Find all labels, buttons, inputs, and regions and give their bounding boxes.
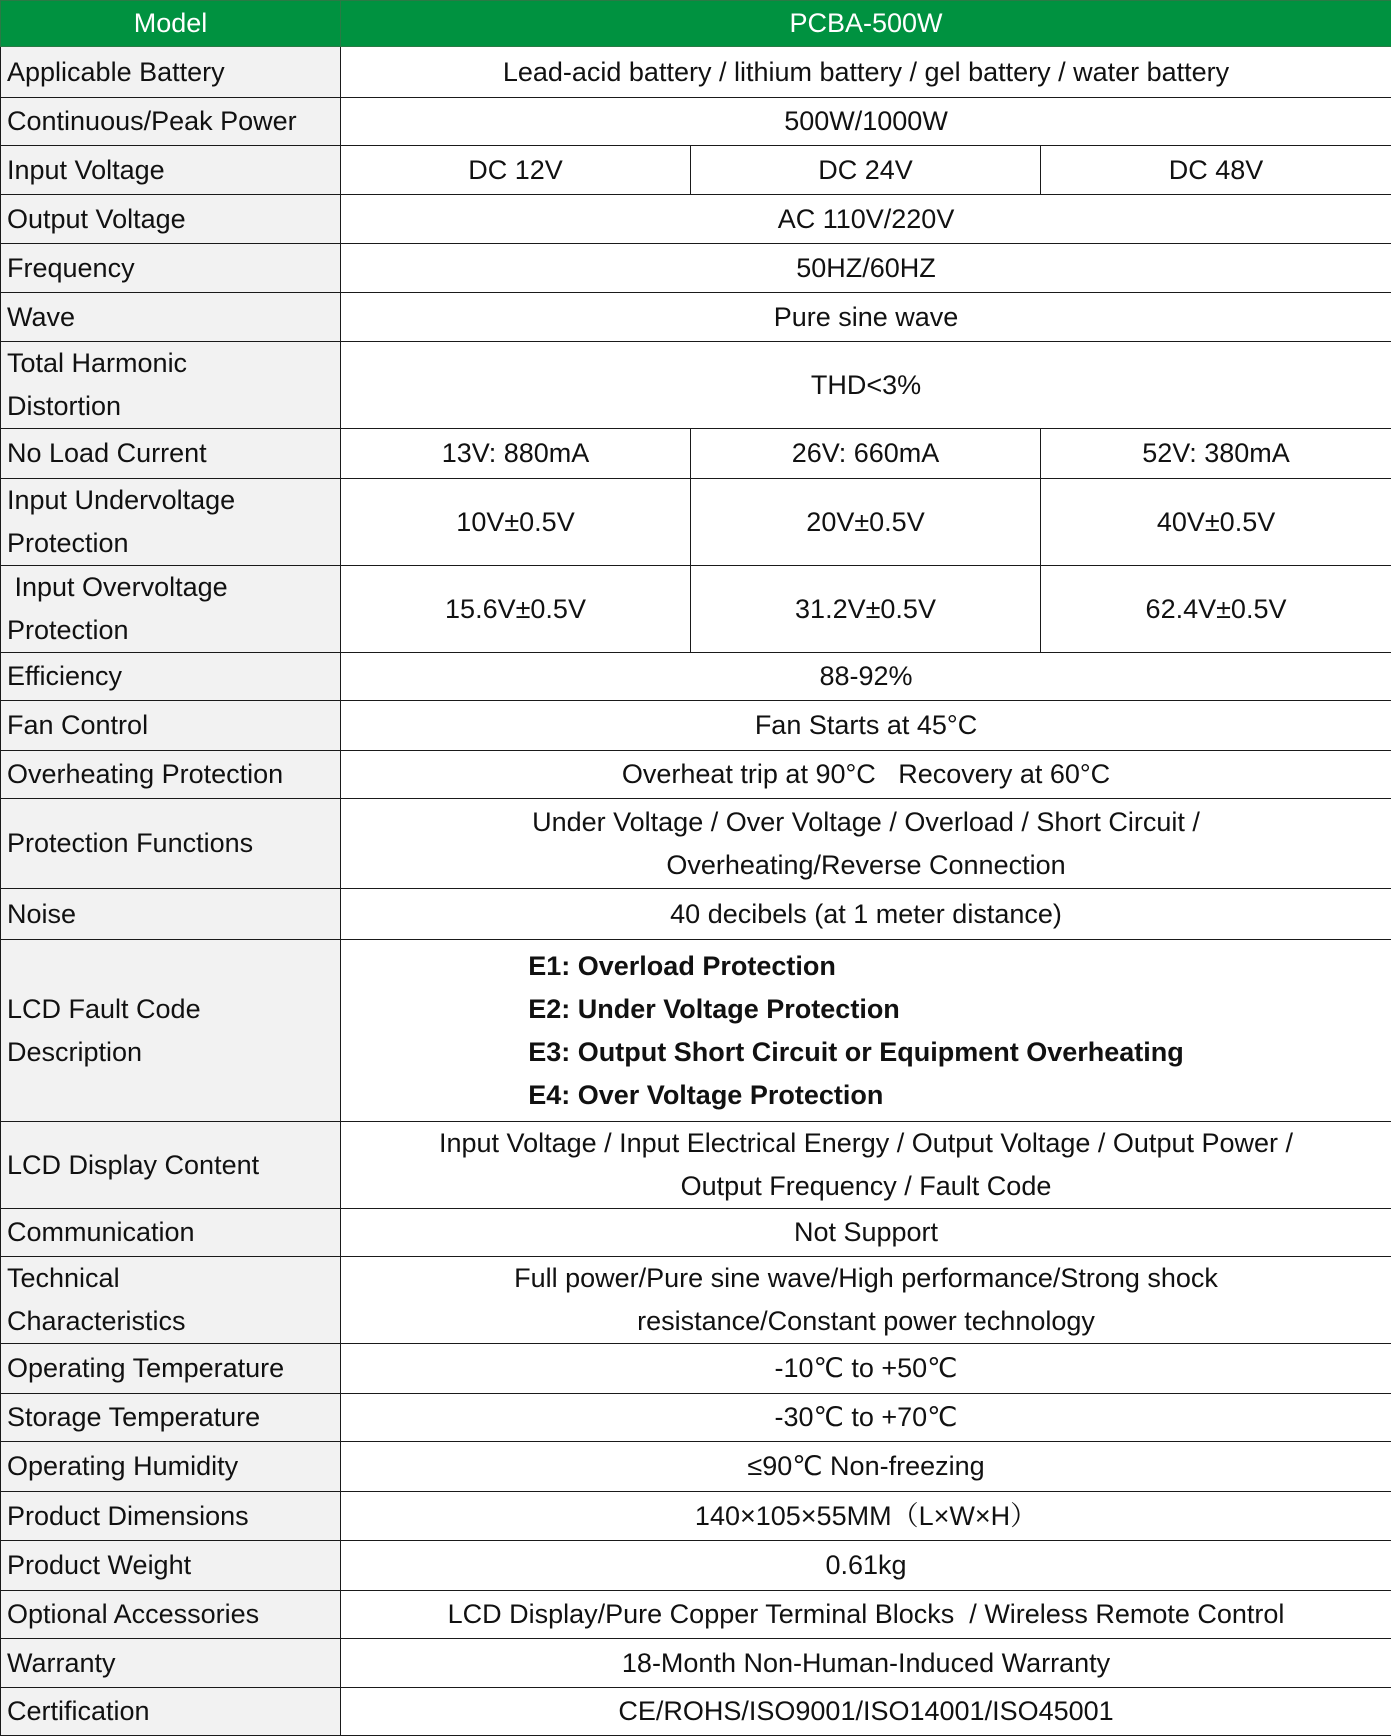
- row-value-line: Under Voltage / Over Voltage / Overload / Short Circuit /: [347, 801, 1385, 844]
- spec-row-accessories: [1, 1591, 1391, 1639]
- spec-row-communication: [1, 1209, 1391, 1257]
- row-value-line: Full power/Pure sine wave/High performance/Strong shock: [347, 1257, 1385, 1300]
- spec-row-lcd-fault-codes: [1, 940, 1391, 1122]
- row-value: Overheat trip at 90°C Recovery at 60°C: [341, 751, 1391, 799]
- row-value: 88-92%: [341, 653, 1391, 701]
- row-value: ≤90℃ Non-freezing: [341, 1442, 1391, 1492]
- row-label: Optional Accessories: [1, 1591, 341, 1639]
- row-value: CE/ROHS/ISO9001/ISO14001/ISO45001: [341, 1688, 1391, 1736]
- row-value: AC 110V/220V: [341, 195, 1391, 244]
- row-label-line: Total Harmonic: [7, 342, 334, 385]
- spec-row-dimensions: [1, 1492, 1391, 1541]
- row-value-12v: DC 12V: [341, 146, 691, 195]
- row-label: Communication: [1, 1209, 341, 1257]
- fault-code-list: [528, 945, 1184, 1117]
- row-label: Operating Humidity: [1, 1442, 341, 1492]
- row-value: Fan Starts at 45°C: [341, 701, 1391, 751]
- row-label: Protection Functions: [1, 799, 341, 889]
- fault-code-e2: E2: Under Voltage Protection: [528, 988, 1184, 1031]
- row-value-12v: 15.6V±0.5V: [341, 566, 691, 653]
- row-label-line: Technical: [7, 1257, 334, 1300]
- row-label: Wave: [1, 293, 341, 342]
- spec-row-efficiency: [1, 653, 1391, 701]
- row-label: No Load Current: [1, 429, 341, 479]
- row-label: Product Dimensions: [1, 1492, 341, 1541]
- row-value: THD<3%: [341, 342, 1391, 429]
- spec-row-no-load-current: [1, 429, 1391, 479]
- spec-row-operating-temp: [1, 1344, 1391, 1394]
- spec-row-lcd-display: [1, 1122, 1391, 1209]
- row-label: Output Voltage: [1, 195, 341, 244]
- row-label: Certification: [1, 1688, 341, 1736]
- row-value: [341, 940, 1391, 1122]
- row-value-48v: DC 48V: [1041, 146, 1391, 195]
- spec-row-input-voltage: [1, 146, 1391, 195]
- row-label: Frequency: [1, 244, 341, 293]
- row-label: Noise: [1, 889, 341, 940]
- fault-code-e3: E3: Output Short Circuit or Equipment Overheating: [528, 1031, 1184, 1074]
- row-label-line: Protection: [7, 522, 334, 565]
- row-value: 40 decibels (at 1 meter distance): [341, 889, 1391, 940]
- spec-row-frequency: [1, 244, 1391, 293]
- spec-row-output-voltage: [1, 195, 1391, 244]
- row-value: -30℃ to +70℃: [341, 1394, 1391, 1442]
- row-value: [341, 1257, 1391, 1344]
- spec-row-weight: [1, 1541, 1391, 1591]
- row-label: [1, 940, 341, 1122]
- row-label: Overheating Protection: [1, 751, 341, 799]
- spec-row-noise: [1, 889, 1391, 940]
- fault-code-e1: E1: Overload Protection: [528, 945, 1184, 988]
- row-value-line: Overheating/Reverse Connection: [347, 844, 1385, 887]
- row-value: LCD Display/Pure Copper Terminal Blocks / Wireless Remote Control: [341, 1591, 1391, 1639]
- row-label: Efficiency: [1, 653, 341, 701]
- row-label: Operating Temperature: [1, 1344, 341, 1394]
- spec-row-power: [1, 98, 1391, 146]
- row-value: 140×105×55MM（L×W×H）: [341, 1492, 1391, 1541]
- row-value-24v: 26V: 660mA: [691, 429, 1041, 479]
- row-label: Fan Control: [1, 701, 341, 751]
- row-label: [1, 1257, 341, 1344]
- row-label-line: LCD Fault Code: [7, 988, 334, 1031]
- spec-row-certification: [1, 1688, 1391, 1736]
- row-label: [1, 342, 341, 429]
- spec-row-warranty: [1, 1639, 1391, 1688]
- row-label: Continuous/Peak Power: [1, 98, 341, 146]
- spec-row-applicable-battery: [1, 47, 1391, 98]
- spec-row-protection-functions: [1, 799, 1391, 889]
- spec-row-undervoltage: [1, 479, 1391, 566]
- row-label: Applicable Battery: [1, 47, 341, 98]
- row-label: [1, 479, 341, 566]
- row-label: Input Voltage: [1, 146, 341, 195]
- row-label-line: Distortion: [7, 385, 334, 428]
- row-label: LCD Display Content: [1, 1122, 341, 1209]
- row-label-line: Input Overvoltage: [7, 566, 334, 609]
- row-label: Product Weight: [1, 1541, 341, 1591]
- row-value: Lead-acid battery / lithium battery / gel battery / water battery: [341, 47, 1391, 98]
- row-value-24v: 20V±0.5V: [691, 479, 1041, 566]
- row-value: [341, 1122, 1391, 1209]
- spec-row-overvoltage: [1, 566, 1391, 653]
- spec-row-fan-control: [1, 701, 1391, 751]
- header-row: [1, 1, 1391, 47]
- row-label: Warranty: [1, 1639, 341, 1688]
- row-label-line: Input Undervoltage: [7, 479, 334, 522]
- spec-row-humidity: [1, 1442, 1391, 1492]
- header-model-label: Model: [1, 1, 341, 47]
- row-value-24v: DC 24V: [691, 146, 1041, 195]
- row-label: Storage Temperature: [1, 1394, 341, 1442]
- row-value: 0.61kg: [341, 1541, 1391, 1591]
- row-value-12v: 13V: 880mA: [341, 429, 691, 479]
- row-value: Pure sine wave: [341, 293, 1391, 342]
- row-label-line: Description: [7, 1031, 334, 1074]
- spec-row-technical: [1, 1257, 1391, 1344]
- fault-code-e4: E4: Over Voltage Protection: [528, 1074, 1184, 1117]
- row-value: 18-Month Non-Human-Induced Warranty: [341, 1639, 1391, 1688]
- row-value: 50HZ/60HZ: [341, 244, 1391, 293]
- header-model-value: PCBA-500W: [341, 1, 1391, 47]
- row-value-48v: 40V±0.5V: [1041, 479, 1391, 566]
- row-value: 500W/1000W: [341, 98, 1391, 146]
- row-label-line: Protection: [7, 609, 334, 652]
- spec-row-storage-temp: [1, 1394, 1391, 1442]
- row-value-12v: 10V±0.5V: [341, 479, 691, 566]
- row-value-line: Input Voltage / Input Electrical Energy / Output Voltage / Output Power /: [347, 1122, 1385, 1165]
- row-value-line: resistance/Constant power technology: [347, 1300, 1385, 1343]
- row-value-48v: 52V: 380mA: [1041, 429, 1391, 479]
- row-value-48v: 62.4V±0.5V: [1041, 566, 1391, 653]
- row-value: Not Support: [341, 1209, 1391, 1257]
- row-value: -10℃ to +50℃: [341, 1344, 1391, 1394]
- spec-row-wave: [1, 293, 1391, 342]
- spec-row-thd: [1, 342, 1391, 429]
- row-label: [1, 566, 341, 653]
- row-value-line: Output Frequency / Fault Code: [347, 1165, 1385, 1208]
- row-value-24v: 31.2V±0.5V: [691, 566, 1041, 653]
- row-label-line: Characteristics: [7, 1300, 334, 1343]
- spec-row-overheating: [1, 751, 1391, 799]
- row-value: [341, 799, 1391, 889]
